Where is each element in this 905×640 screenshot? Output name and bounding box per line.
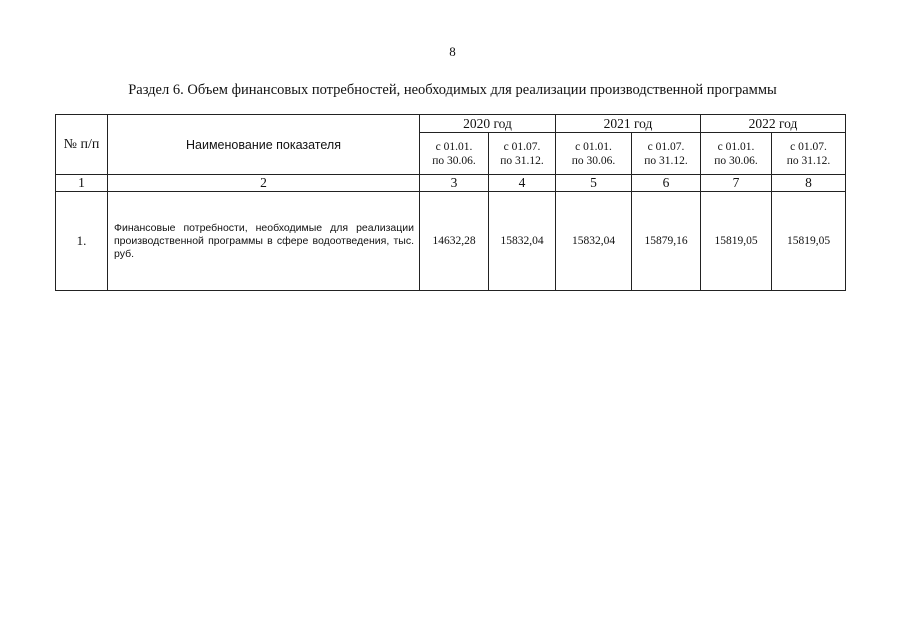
header-period: с 01.07. по 31.12.: [632, 133, 701, 175]
header-period: с 01.07. по 31.12.: [772, 133, 846, 175]
value-cell: 15832,04: [556, 192, 632, 291]
column-index: 6: [632, 175, 701, 192]
column-index: 2: [108, 175, 420, 192]
column-index: 7: [701, 175, 772, 192]
header-period: с 01.07. по 31.12.: [489, 133, 556, 175]
column-index: 8: [772, 175, 846, 192]
header-period: с 01.01. по 30.06.: [420, 133, 489, 175]
row-number: 1.: [56, 192, 108, 291]
page-number: 8: [449, 44, 456, 59]
header-indicator-name: Наименование показателя: [108, 115, 420, 175]
value-cell: 15819,05: [772, 192, 846, 291]
column-index: 3: [420, 175, 489, 192]
header-year-2020: 2020 год: [420, 115, 556, 133]
table-row: [56, 192, 846, 291]
header-year-2022: 2022 год: [701, 115, 846, 133]
value-cell: 15832,04: [489, 192, 556, 291]
header-row-number: № п/п: [56, 115, 108, 175]
column-index: 5: [556, 175, 632, 192]
value-cell: 15819,05: [701, 192, 772, 291]
header-year-2021: 2021 год: [556, 115, 701, 133]
header-period: с 01.01. по 30.06.: [701, 133, 772, 175]
column-index: 1: [56, 175, 108, 192]
section-title: Раздел 6. Объем финансовых потребностей, необходимых для реализации производственной программы: [128, 82, 777, 98]
financial-needs-table: [55, 114, 846, 291]
value-cell: 14632,28: [420, 192, 489, 291]
column-index: 4: [489, 175, 556, 192]
indicator-name: Финансовые потребности, необходимые для реализации производственной программы в сфере водоотведения, тыс. руб.: [108, 192, 420, 291]
header-period: с 01.01. по 30.06.: [556, 133, 632, 175]
value-cell: 15879,16: [632, 192, 701, 291]
